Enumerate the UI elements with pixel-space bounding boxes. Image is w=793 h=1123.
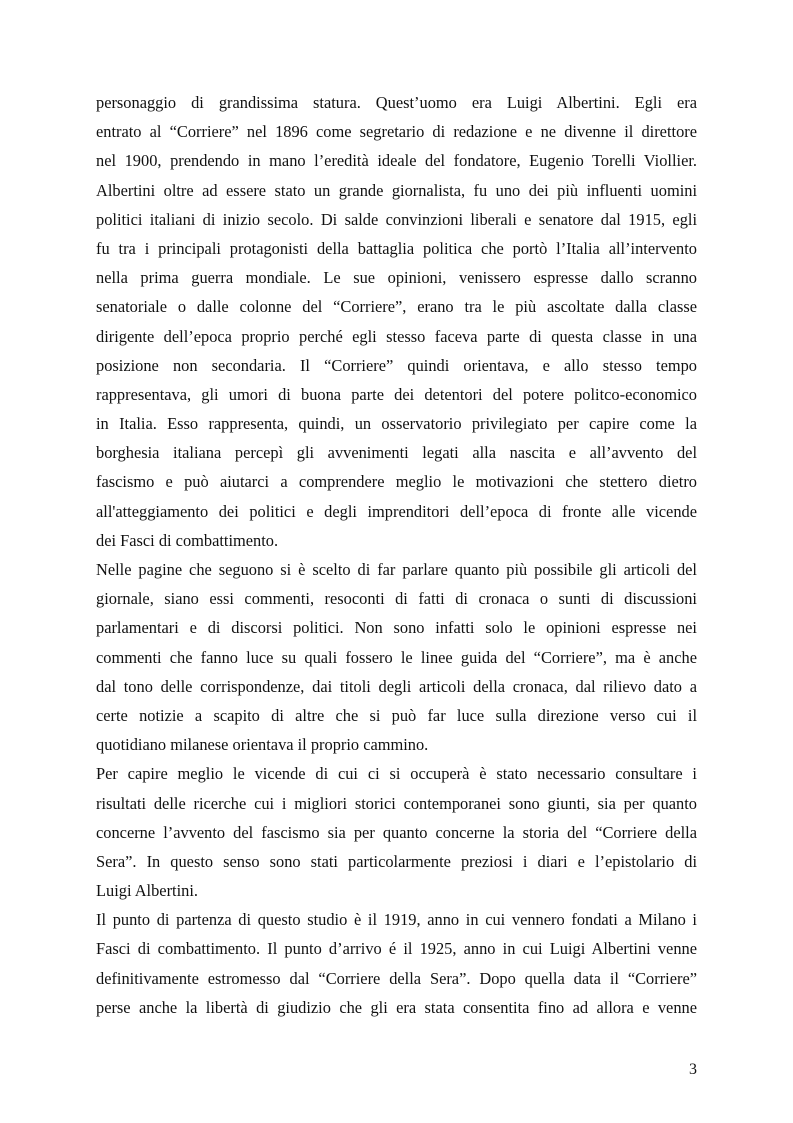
text-line: all'atteggiamento dei politici e degli imprenditori dell’epoca di fronte alle vicende [96,501,697,521]
text-line: risultati delle ricerche cui i migliori storici contemporanei sono giunti, sia per quanto [96,793,697,813]
text-line: dal tono delle corrispondenze, dai titoli degli articoli della cronaca, dal rilievo dato a [96,676,697,696]
text-line: dirigente dell’epoca proprio perché egli stesso faceva parte di questa classe in una [96,326,697,346]
body-text [96,88,697,1022]
text-line: concerne l’avvento del fascismo sia per quanto concerne la storia del “Corriere della [96,822,697,842]
text-line: giornale, siano essi commenti, resoconti di fatti di cronaca o sunti di discussioni [96,589,697,609]
page-number: 3 [689,1061,697,1078]
text-line: politici italiani di inizio secolo. Di salde convinzioni liberali e senatore dal 1915, egli [96,209,697,229]
text-line: rappresentava, gli umori di buona parte dei detentori del potere politco-economico [96,384,697,404]
text-line: Il punto di partenza di questo studio è il 1919, anno in cui vennero fondati a Milano i [96,910,697,930]
text-line: Per capire meglio le vicende di cui ci si occuperà è stato necessario consultare i [96,764,697,784]
text-line: parlamentari e di discorsi politici. Non sono infatti solo le opinioni espresse nei [96,618,697,638]
text-line: nel 1900, prendendo in mano l’eredità ideale del fondatore, Eugenio Torelli Viollier. [96,151,697,171]
text-line: personaggio di grandissima statura. Quest’uomo era Luigi Albertini. Egli era [96,93,697,112]
text-line: senatoriale o dalle colonne del “Corriere”, erano tra le più ascoltate dalla classe [96,297,697,317]
text-line: Fasci di combattimento. Il punto d’arrivo é il 1925, anno in cui Luigi Albertini venne [96,939,697,959]
text-line: posizione non secondaria. Il “Corriere” quindi orientava, e allo stesso tempo [96,355,697,375]
text-line: dei Fasci di combattimento. [96,530,279,550]
text-line: certe notizie a scapito di altre che si può far luce sulla direzione verso cui il [96,705,697,725]
text-line: fascismo e può aiutarci a comprendere meglio le motivazioni che stettero dietro [96,472,697,492]
text-line: definitivamente estromesso dal “Corriere della Sera”. Dopo quella data il “Corriere” [96,968,697,988]
text-line: Sera”. In questo senso sono stati particolarmente preziosi i diari e l’epistolario di [96,851,697,871]
text-line: Albertini oltre ad essere stato un grande giornalista, fu uno dei più influenti uomini [96,180,697,200]
text-line: entrato al “Corriere” nel 1896 come segretario di redazione e ne divenne il direttore [96,122,697,142]
text-line: commenti che fanno luce su quali fossero le linee guida del “Corriere”, ma è anche [96,647,697,667]
text-line: nella prima guerra mondiale. Le sue opinioni, venissero espresse dallo scranno [96,268,697,288]
text-line: fu tra i principali protagonisti della battaglia politica che portò l’Italia all’intervento [96,238,697,258]
text-line: in Italia. Esso rappresenta, quindi, un osservatorio privilegiato per capire come la [96,414,697,434]
text-line: Nelle pagine che seguono si è scelto di far parlare quanto più possibile gli articoli del [96,560,697,579]
text-line: perse anche la libertà di giudizio che gli era stata consentita fino ad allora e venne [96,997,697,1017]
text-line: quotidiano milanese orientava il proprio cammino. [96,735,429,755]
text-line: Luigi Albertini. [96,881,198,901]
text-line: borghesia italiana percepì gli avvenimenti legati alla nascita e all’avvento del [96,443,697,463]
